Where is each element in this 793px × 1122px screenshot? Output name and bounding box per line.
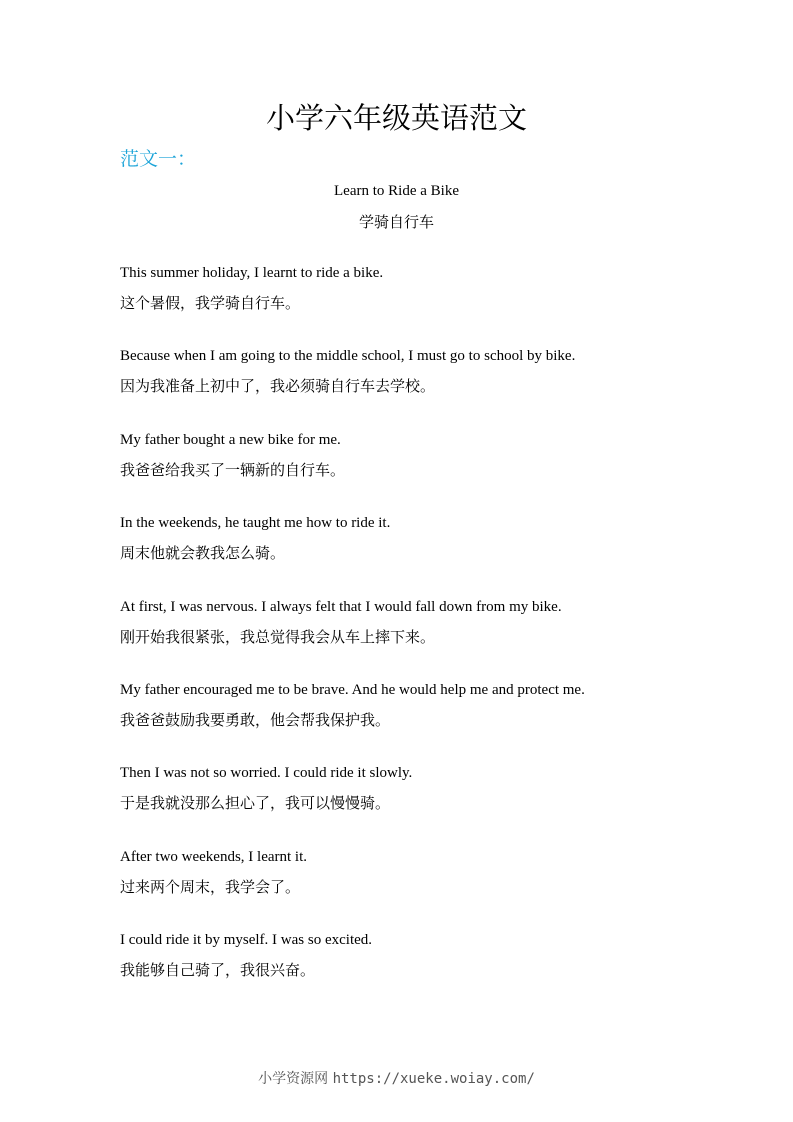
footer-site-name: 小学资源网	[258, 1071, 329, 1087]
sentence-pairs	[120, 263, 720, 1014]
footer-url-link[interactable]: https://xueke.woiay.com/	[332, 1071, 535, 1087]
sentence-zh: 周末他就会教我怎么骑。	[120, 544, 286, 563]
sentence-pair	[120, 597, 720, 680]
sentence-zh: 刚开始我很紧张，我总觉得我会从车上摔下来。	[120, 627, 436, 646]
sentence-pair	[120, 430, 720, 513]
sentence-pair	[120, 680, 720, 763]
sentence-zh: 我爸爸给我买了一辆新的自行车。	[120, 460, 346, 479]
sentence-en: In the weekends, he taught me how to ride it.	[120, 515, 391, 532]
sentence-zh: 我能够自己骑了，我很兴奋。	[120, 961, 316, 980]
sentence-en: After two weekends, I learnt it.	[120, 848, 308, 865]
sentence-en: Then I was not so worried. I could ride it slowly.	[120, 765, 413, 782]
sentence-en: Because when I am going to the middle school, I must go to school by bike.	[120, 348, 576, 365]
sentence-en: This summer holiday, I learnt to ride a bike.	[120, 265, 384, 281]
sentence-en: At first, I was nervous. I always felt that I would fall down from my bike.	[120, 598, 562, 615]
sentence-zh: 这个暑假，我学骑自行车。	[120, 294, 301, 312]
page-title: 小学六年级英语范文	[265, 101, 527, 135]
section-label: 范文一：	[120, 148, 197, 170]
sentence-en: My father encouraged me to be brave. And he would help me and protect me.	[120, 681, 585, 698]
sentence-zh: 我爸爸鼓励我要勇敢，他会帮我保护我。	[120, 710, 391, 729]
sentence-pair	[120, 847, 720, 930]
page-footer	[0, 1069, 793, 1089]
sentence-zh: 因为我准备上初中了，我必须骑自行车去学校。	[120, 377, 436, 396]
sentence-pair	[120, 513, 720, 596]
sentence-pair	[120, 763, 720, 846]
sentence-zh: 过来两个周末，我学会了。	[120, 877, 301, 896]
sentence-pair	[120, 263, 720, 346]
sentence-en: My father bought a new bike for me.	[120, 431, 341, 448]
sentence-en: I could ride it by myself. I was so excited.	[120, 932, 373, 949]
sentence-pair	[120, 930, 720, 1013]
sentence-pair	[120, 346, 720, 429]
sentence-zh: 于是我就没那么担心了，我可以慢慢骑。	[120, 794, 391, 813]
essay-title-zh: 学骑自行车	[358, 213, 434, 231]
essay-title-en: Learn to Ride a Bike	[334, 183, 459, 199]
